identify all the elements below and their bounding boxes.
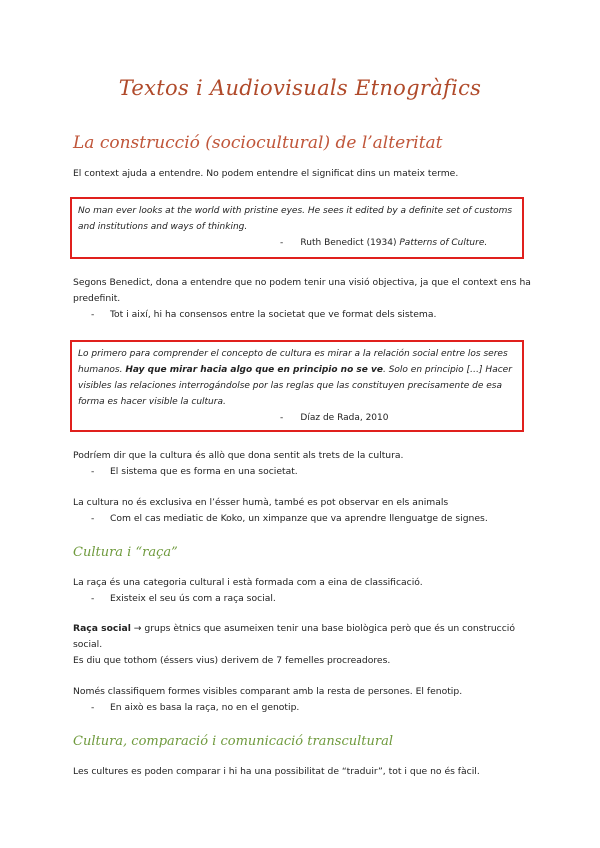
bullet-text-raca-social: Existeix el seu ús com a raça social. (110, 593, 276, 604)
raca-social-term: Raça social (73, 623, 131, 634)
paragraph-raca-social (73, 621, 533, 653)
paragraph-cultura-sentit: Podríem dir que la cultura és allò que dona sentit als trets de la cultura. (73, 450, 404, 461)
quote-benedict-author: Ruth Benedict (1934) (300, 238, 397, 248)
quote-diaz-attribution (78, 410, 516, 426)
quote-box-benedict (70, 197, 524, 259)
raca-social-definition: → grups ètnics que asumeixen tenir una base biològica però que és un construcció social. (73, 623, 515, 650)
quote-diaz-bold: Hay que mirar hacia algo que en principio no se ve (125, 365, 383, 375)
paragraph-benedict-line2: predefinit. (73, 293, 121, 304)
paragraph-raca-categoria: La raça és una categoria cultural i està formada com a eina de classificació. (73, 577, 423, 588)
attribution-dash: - (280, 413, 284, 423)
document-title: Textos i Audiovisuals Etnogràfics (118, 76, 482, 100)
quote-diaz-author: Díaz de Rada, 2010 (300, 413, 389, 423)
quote-benedict-attribution (78, 235, 516, 251)
bullet-dash: - (91, 513, 95, 524)
quote-benedict-text: No man ever looks at the world with pristine eyes. He sees it edited by a definite set of customs and institutions and ways of thinking. (78, 206, 513, 232)
bullet-text-consensos: Tot i així, hi ha consensos entre la societat que ve format dels sistema. (110, 309, 437, 320)
quote-diaz-part1: Lo primero para comprender el concepto de cultura es mirar a la relación social entre los seres humanos. (78, 349, 508, 375)
bullet-text-genotip: En això es basa la raça, no en el genotip. (110, 702, 300, 713)
paragraph-animals: La cultura no és exclusiva en l’ésser humà, també es pot observar en els animals (73, 497, 449, 508)
section-heading-raca: Cultura i “raça” (73, 545, 178, 560)
bullet-dash: - (91, 593, 95, 604)
bullet-dash: - (91, 702, 95, 713)
section-heading-alteritat: La construcció (sociocultural) de l’alteritat (73, 133, 443, 153)
section-heading-comparacio: Cultura, comparació i comunicació transcultural (73, 734, 393, 749)
paragraph-fenotip: Només classifiquem formes visibles comparant amb la resta de persones. El fenotip. (73, 686, 463, 697)
bullet-text-sistema: El sistema que es forma en una societat. (110, 466, 298, 477)
bullet-dash: - (91, 309, 95, 320)
quote-box-diaz-de-rada (70, 340, 524, 432)
bullet-text-koko: Com el cas mediatic de Koko, un ximpanze que va aprendre llenguatge de signes. (110, 513, 488, 524)
paragraph-femelles: Es diu que tothom (éssers vius) derivem de 7 femelles procreadores. (73, 655, 391, 666)
paragraph-cultures-comparar: Les cultures es poden comparar i hi ha una possibilitat de “traduir”, tot i que no és fàcil. (73, 766, 480, 777)
attribution-dash: - (280, 238, 284, 248)
paragraph-context: El context ajuda a entendre. No podem entendre el significat dins un mateix terme. (73, 168, 459, 179)
paragraph-benedict-line1: Segons Benedict, dona a entendre que no podem tenir una visió objectiva, ja que el context ens ha (73, 277, 531, 288)
bullet-dash: - (91, 466, 95, 477)
quote-benedict-work: Patterns of Culture. (399, 238, 488, 248)
quote-diaz-part2: . Solo en principio […] Hacer visibles las relaciones interrogándolse por las reglas que las constituyen precisamente de esa forma es hacer visible la cultura. (78, 365, 512, 407)
quote-diaz-text (78, 346, 516, 410)
